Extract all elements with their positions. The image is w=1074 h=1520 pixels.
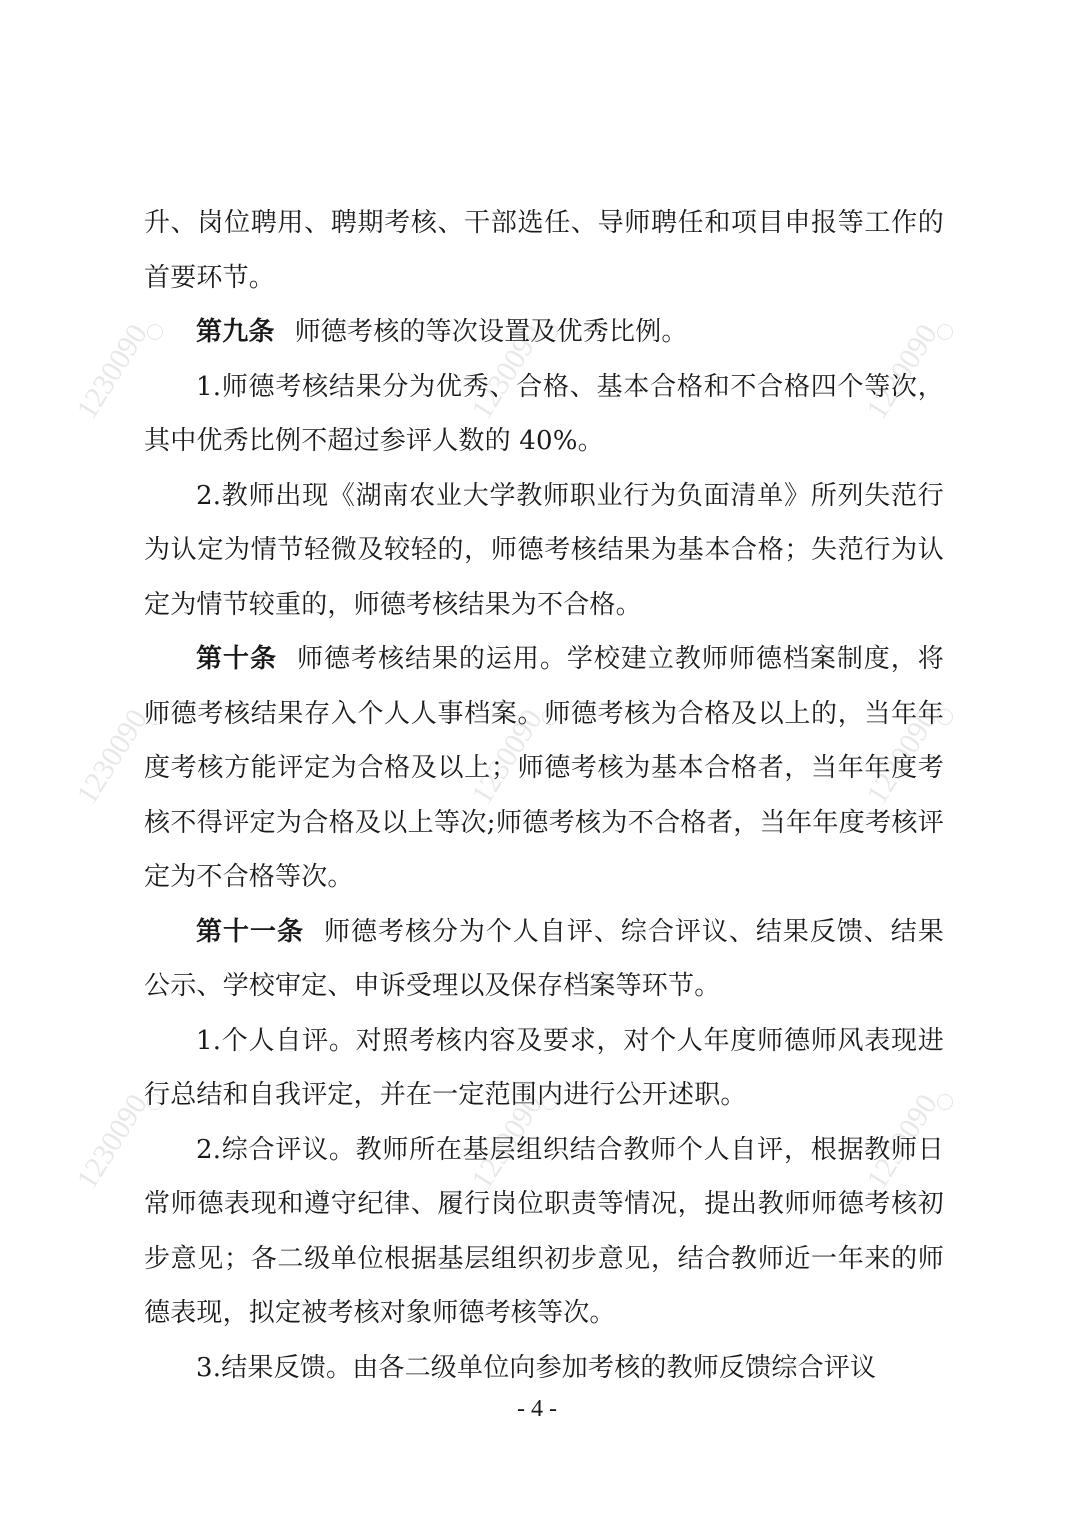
- paragraph: [144, 360, 944, 469]
- paragraph: [144, 1123, 944, 1341]
- paragraph-text: 师德考核的等次设置及优秀比例。: [294, 317, 688, 347]
- article-paragraph: [144, 305, 944, 360]
- paragraph-text: 3.结果反馈。由各二级单位向参加考核的教师反馈综合评议: [196, 1352, 877, 1383]
- watermark: 1230090: [860, 318, 944, 426]
- article-heading: 第九条: [196, 317, 275, 347]
- document-body: [144, 196, 944, 1395]
- paragraph-text: 2.综合评议。教师所在基层组织结合教师个人自评，根据教师日常师德表现和遵守纪律、履行岗位职责等情况，提出教师师德考核初步意见；各二级单位根据基层组织初步意见，结合教师近一年来的师德表现，拟定被考核对象师德考核等次。: [144, 1134, 944, 1328]
- paragraph-text: 师德考核分为个人自评、综合评议、结果反馈、结果公示、学校审定、申诉受理以及保存档案等环节。: [144, 916, 944, 1001]
- watermark: 1230090: [70, 703, 154, 811]
- page-number: - 4 -: [517, 1396, 557, 1422]
- watermark: 1230090: [465, 703, 549, 811]
- paragraph: [144, 196, 944, 305]
- article-paragraph: [144, 905, 944, 1014]
- watermark: 1230090: [465, 318, 549, 426]
- paragraph-text: 师德考核结果的运用。学校建立教师师德档案制度，将师德考核结果存入个人人事档案。师德考核为合格及以上的，当年年度考核方能评定为合格及以上；师德考核为基本合格者，当年年度考核不得评定为合格及以上等次;师德考核为不合格者，当年年度考核评定为不合格等次。: [144, 644, 944, 892]
- paragraph: [144, 1341, 944, 1396]
- paragraph: [144, 469, 944, 633]
- article-heading: 第十一条: [196, 916, 304, 947]
- article-paragraph: [144, 632, 944, 905]
- paragraph-text: 升、岗位聘用、聘期考核、干部选任、导师聘任和项目申报等工作的首要环节。: [144, 208, 944, 293]
- watermark: 1230090: [70, 1088, 154, 1196]
- paragraph-text: 1.师德考核结果分为优秀、合格、基本合格和不合格四个等次，其中优秀比例不超过参评人数的 40%。: [144, 371, 944, 456]
- watermark: 1230090: [465, 1088, 549, 1196]
- watermark: 1230090: [860, 703, 944, 811]
- paragraph-text: 1.个人自评。对照考核内容及要求，对个人年度师德师风表现进行总结和自我评定，并在一定范围内进行公开述职。: [144, 1025, 944, 1110]
- watermark: 1230090: [860, 1088, 944, 1196]
- article-heading: 第十条: [196, 644, 277, 674]
- paragraph: [144, 1014, 944, 1123]
- watermark: 1230090: [70, 318, 154, 426]
- paragraph-text: 2.教师出现《湖南农业大学教师职业行为负面清单》所列失范行为认定为情节轻微及较轻的，师德考核结果为基本合格；失范行为认定为情节较重的，师德考核结果为不合格。: [144, 480, 944, 620]
